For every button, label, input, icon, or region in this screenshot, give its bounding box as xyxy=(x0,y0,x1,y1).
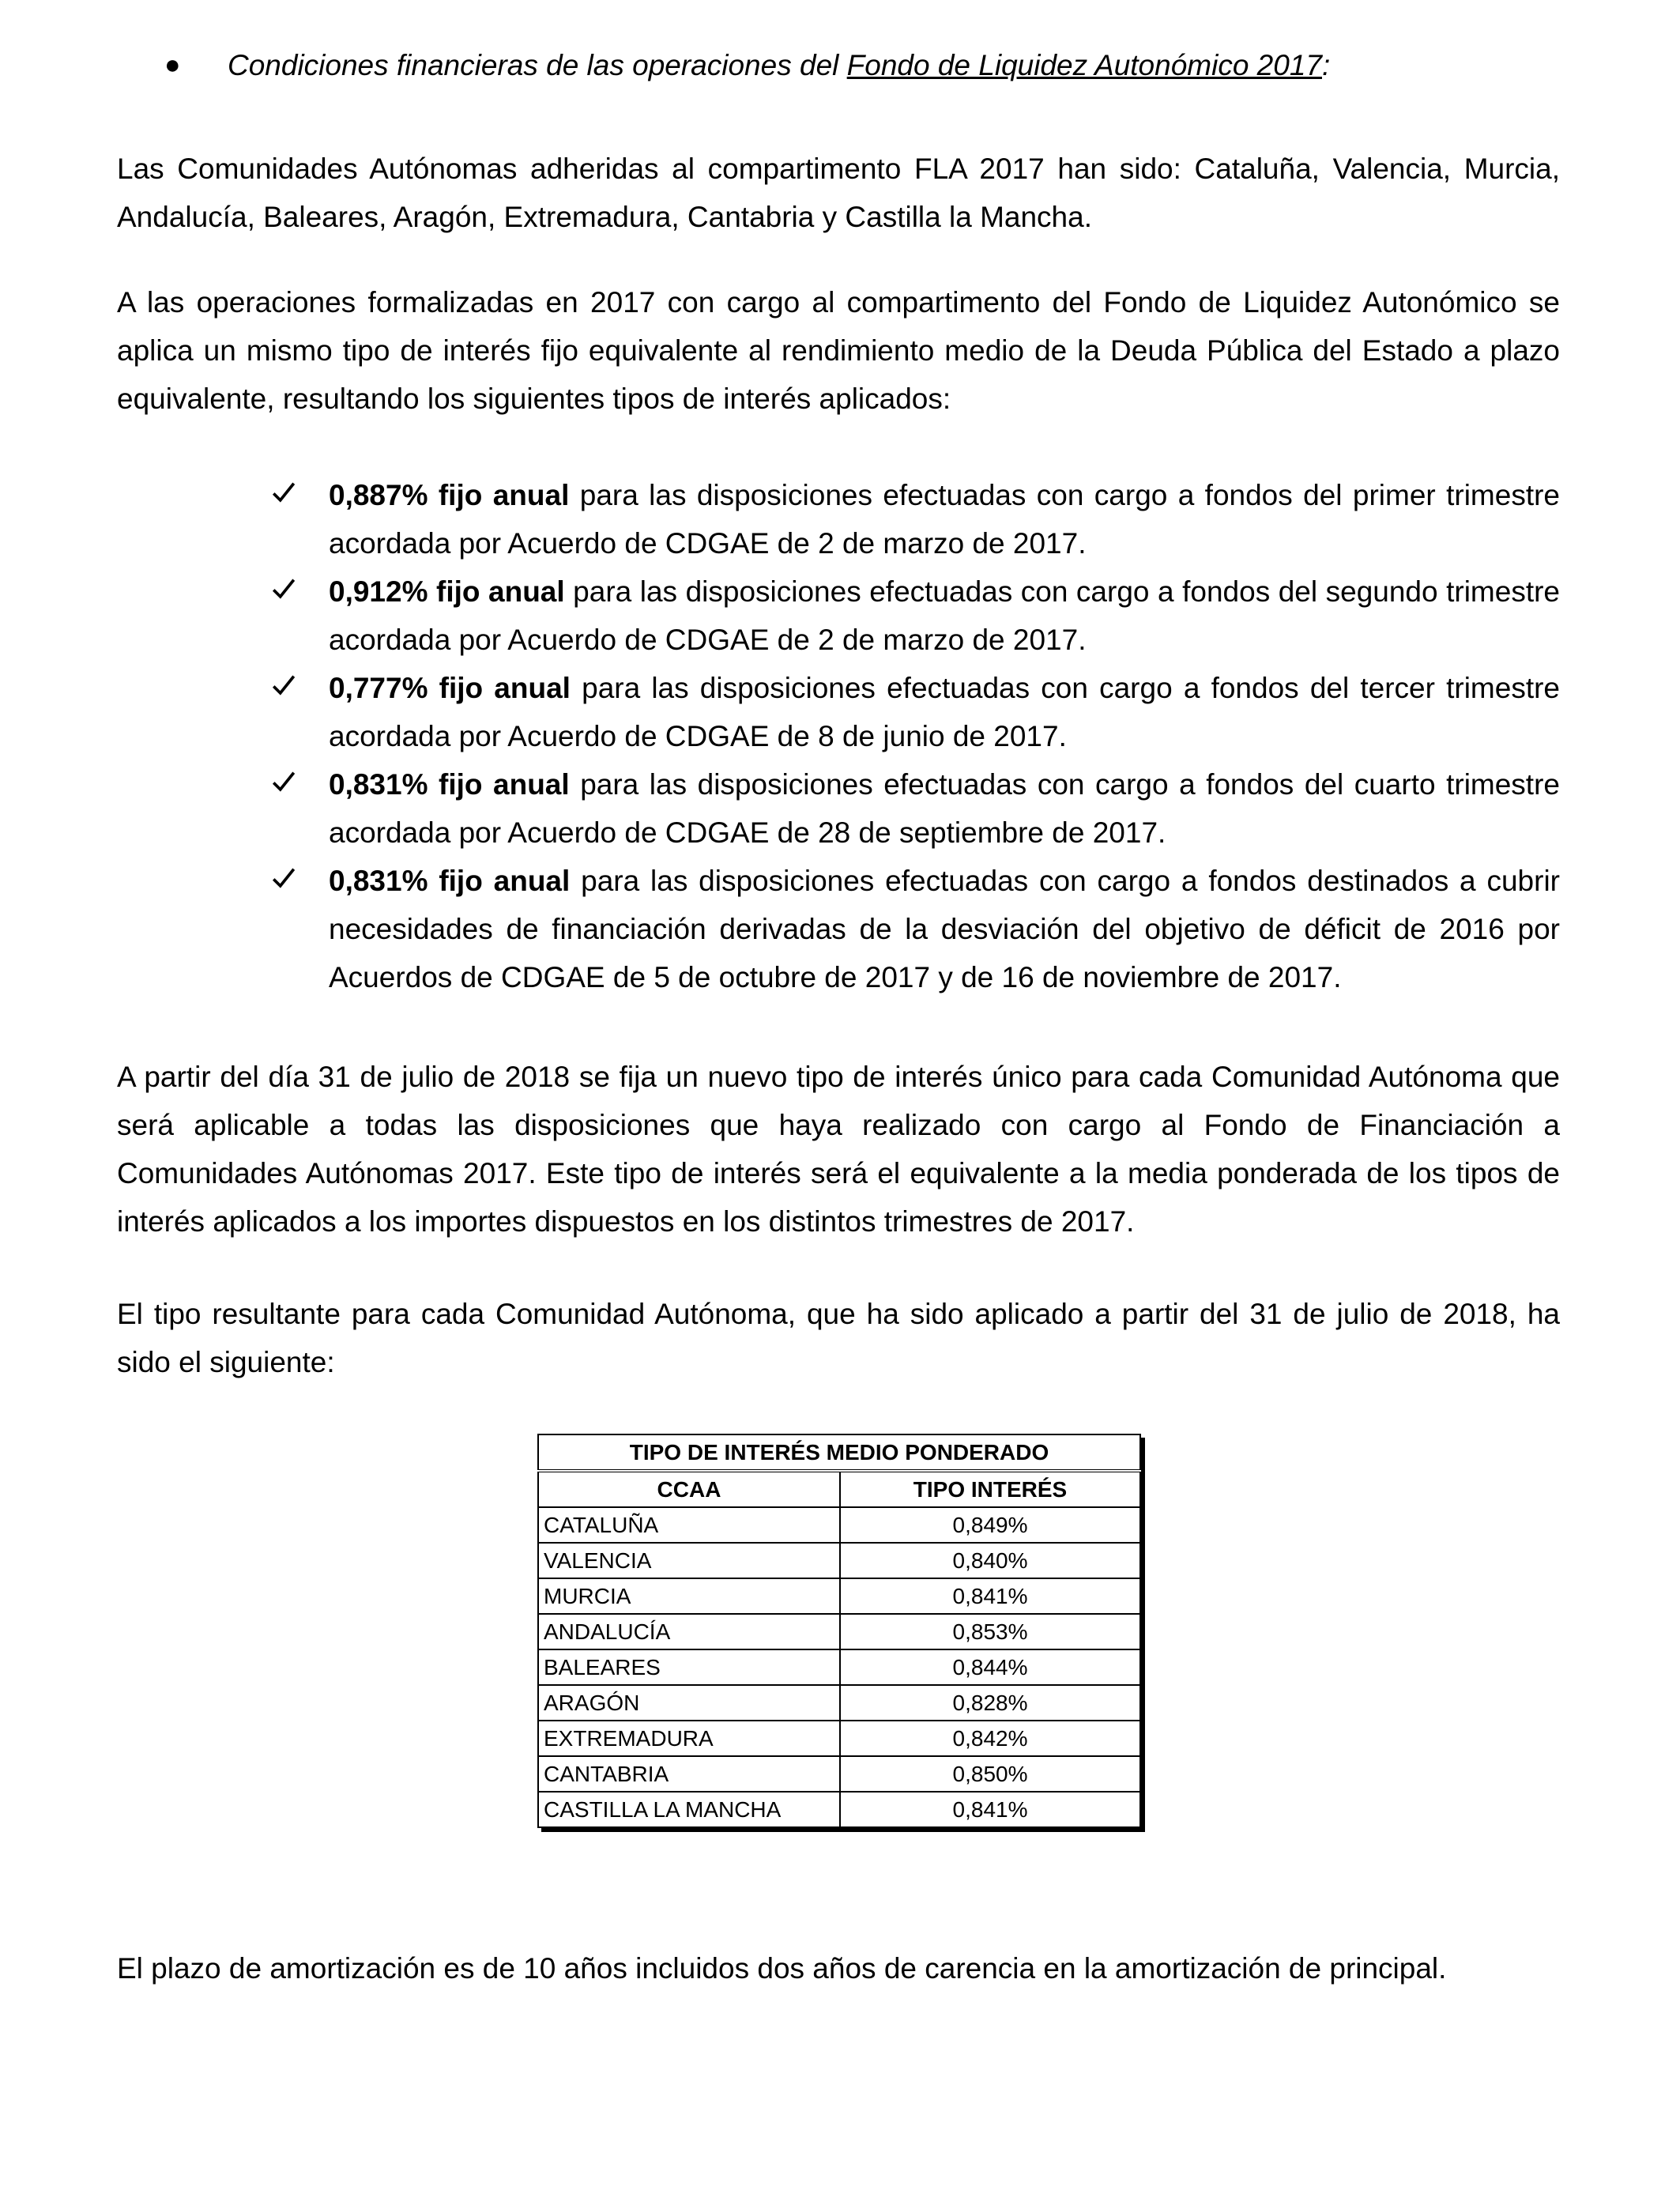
paragraph-text: A las operaciones formalizadas en 2017 con cargo al compartimento del Fondo de Liquidez Autonómico se aplica un mismo tipo de interés fijo equivalente al rendimiento medio de la Deuda Pública del Estado a plazo equivalente, resultando los siguientes tipos de interés aplicados: xyxy=(117,286,1560,415)
ccaa-cell: ANDALUCÍA xyxy=(538,1614,840,1649)
table-row xyxy=(538,1507,1140,1543)
ccaa-cell: CATALUÑA xyxy=(538,1507,840,1543)
bullet-dot-icon: ● xyxy=(164,50,181,80)
table-row xyxy=(538,1792,1140,1827)
rate-description: para las disposiciones efectuadas con cargo a fondos destinados a cubrir necesidades de financiación derivadas de la desviación del objetivo de déficit de 2016 por Acuerdos de CDGAE de 5 de octubre de 2017 y de 16 de noviembre de 2017. xyxy=(329,865,1560,993)
column-header-ccaa: CCAA xyxy=(538,1471,840,1507)
ccaa-cell: EXTREMADURA xyxy=(538,1721,840,1756)
paragraph-text: A partir del día 31 de julio de 2018 se fija un nuevo tipo de interés único para cada Comunidad Autónoma que será aplicable a todas las disposiciones que haya realizado con cargo al Fondo de Financiación a Comunidades Autónomas 2017. Este tipo de interés será el equivalente a la media ponderada de los tipos de interés aplicados a los importes dispuestos en los distintos trimestres de 2017. xyxy=(117,1061,1560,1238)
paragraph-text: Las Comunidades Autónomas adheridas al compartimento FLA 2017 han sido: Cataluña, Valencia, Murcia, Andalucía, Baleares, Aragón, Extremadura, Cantabria y Castilla la Mancha. xyxy=(117,153,1560,233)
rate-description: para las disposiciones efectuadas con cargo a fondos del cuarto trimestre acordada por Acuerdo de CDGAE de 28 de septiembre de 2017. xyxy=(329,768,1560,849)
checkmark-icon xyxy=(270,567,297,616)
ccaa-cell: VALENCIA xyxy=(538,1543,840,1578)
tipo-cell: 0,844% xyxy=(840,1649,1140,1685)
checklist-item xyxy=(270,664,1560,760)
tipo-cell: 0,841% xyxy=(840,1578,1140,1614)
section-heading xyxy=(228,41,1330,89)
rate-description: para las disposiciones efectuadas con cargo a fondos del tercer trimestre acordada por Acuerdo de CDGAE de 8 de junio de 2017. xyxy=(329,672,1561,752)
rate-value: 0,887% fijo anual xyxy=(329,479,570,511)
rates-table xyxy=(537,1434,1141,1828)
tipo-cell: 0,849% xyxy=(840,1507,1140,1543)
table-title: TIPO DE INTERÉS MEDIO PONDERADO xyxy=(538,1434,1140,1471)
ccaa-cell: BALEARES xyxy=(538,1649,840,1685)
table-row xyxy=(538,1721,1140,1756)
tipo-cell: 0,840% xyxy=(840,1543,1140,1578)
checkmark-icon xyxy=(270,760,297,809)
table-row xyxy=(538,1685,1140,1721)
checklist-item xyxy=(270,471,1560,567)
heading-prefix: Condiciones financieras de las operaciones del xyxy=(228,49,847,81)
heading-suffix: : xyxy=(1322,49,1331,81)
table-row xyxy=(538,1756,1140,1792)
column-header-tipo: TIPO INTERÉS xyxy=(840,1471,1140,1507)
rate-value: 0,912% fijo anual xyxy=(329,575,565,608)
paragraph-operaciones xyxy=(117,278,1560,423)
checkmark-icon xyxy=(270,471,297,520)
paragraph-nuevo-tipo xyxy=(117,1053,1560,1246)
paragraph-plazo xyxy=(117,1944,1560,1992)
paragraph-tipo-resultante xyxy=(117,1290,1560,1386)
paragraph-text: El plazo de amortización es de 10 años incluidos dos años de carencia en la amortización de principal. xyxy=(117,1952,1447,1985)
rates-checklist xyxy=(270,471,1560,1001)
tipo-cell: 0,842% xyxy=(840,1721,1140,1756)
checklist-item xyxy=(270,857,1560,1001)
table-row xyxy=(538,1578,1140,1614)
rate-value: 0,777% fijo anual xyxy=(329,672,571,704)
tipo-cell: 0,850% xyxy=(840,1756,1140,1792)
tipo-cell: 0,841% xyxy=(840,1792,1140,1827)
rate-description: para las disposiciones efectuadas con cargo a fondos del segundo trimestre acordada por Acuerdo de CDGAE de 2 de marzo de 2017. xyxy=(329,575,1560,656)
checklist-item xyxy=(270,760,1560,857)
rate-value: 0,831% fijo anual xyxy=(329,865,571,897)
rate-value: 0,831% fijo anual xyxy=(329,768,570,801)
table-row xyxy=(538,1649,1140,1685)
table-row xyxy=(538,1614,1140,1649)
checkmark-icon xyxy=(270,857,297,906)
tipo-cell: 0,853% xyxy=(840,1614,1140,1649)
ccaa-cell: CASTILLA LA MANCHA xyxy=(538,1792,840,1827)
table-body xyxy=(538,1507,1140,1827)
heading-fund-name: Fondo de Liquidez Autonómico 2017 xyxy=(846,49,1322,81)
checkmark-icon xyxy=(270,664,297,713)
ccaa-cell: MURCIA xyxy=(538,1578,840,1614)
paragraph-adheridas xyxy=(117,145,1560,241)
ccaa-cell: ARAGÓN xyxy=(538,1685,840,1721)
rate-description: para las disposiciones efectuadas con cargo a fondos del primer trimestre acordada por Acuerdo de CDGAE de 2 de marzo de 2017. xyxy=(329,479,1561,560)
tipo-cell: 0,828% xyxy=(840,1685,1140,1721)
ccaa-cell: CANTABRIA xyxy=(538,1756,840,1792)
paragraph-text: El tipo resultante para cada Comunidad Autónoma, que ha sido aplicado a partir del 31 de julio de 2018, ha sido el siguiente: xyxy=(117,1298,1560,1378)
checklist-item xyxy=(270,567,1560,664)
table-row xyxy=(538,1543,1140,1578)
